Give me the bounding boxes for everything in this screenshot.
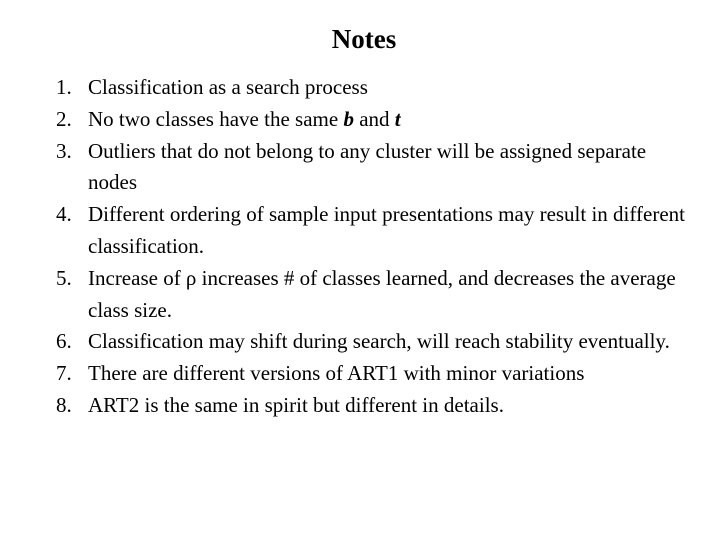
item-number: 7.: [56, 361, 72, 386]
item-number: 8.: [56, 392, 72, 417]
item-text: Outliers that do not belong to any cluster will be assigned separate nodes: [88, 138, 647, 195]
variable-t: t: [394, 106, 401, 131]
list-item: [56, 390, 696, 422]
item-text: ART2 is the same in spirit but different in details.: [88, 392, 504, 417]
item-number: 4.: [56, 202, 72, 227]
item-text: There are different versions of ART1 with minor variations: [88, 361, 585, 386]
item-number: 6.: [56, 329, 72, 354]
item-number: 2.: [56, 106, 72, 131]
item-text: Different ordering of sample input presentations may result in different classification.: [88, 202, 685, 258]
item-text: Increase of ρ increases # of classes learned, and decreases the average class size.: [88, 265, 676, 322]
slide-title: Notes: [331, 24, 397, 54]
item-number: 1.: [56, 75, 72, 99]
list-item: [56, 326, 696, 358]
list-item: [56, 104, 696, 136]
list-item: [56, 263, 696, 327]
list-item: [56, 72, 696, 104]
notes-list: [56, 72, 696, 422]
list-item: [56, 136, 696, 200]
item-number: 5.: [56, 265, 72, 290]
list-item: [56, 358, 696, 390]
item-text-connector: and: [353, 106, 395, 131]
item-number: 3.: [56, 138, 72, 163]
variable-b: b: [343, 106, 354, 131]
item-text: No two classes have the same: [88, 106, 344, 131]
item-text: Classification may shift during search, will reach stability eventually.: [88, 329, 670, 354]
item-text: Classification as a search process: [88, 75, 368, 99]
list-item: [56, 199, 696, 263]
